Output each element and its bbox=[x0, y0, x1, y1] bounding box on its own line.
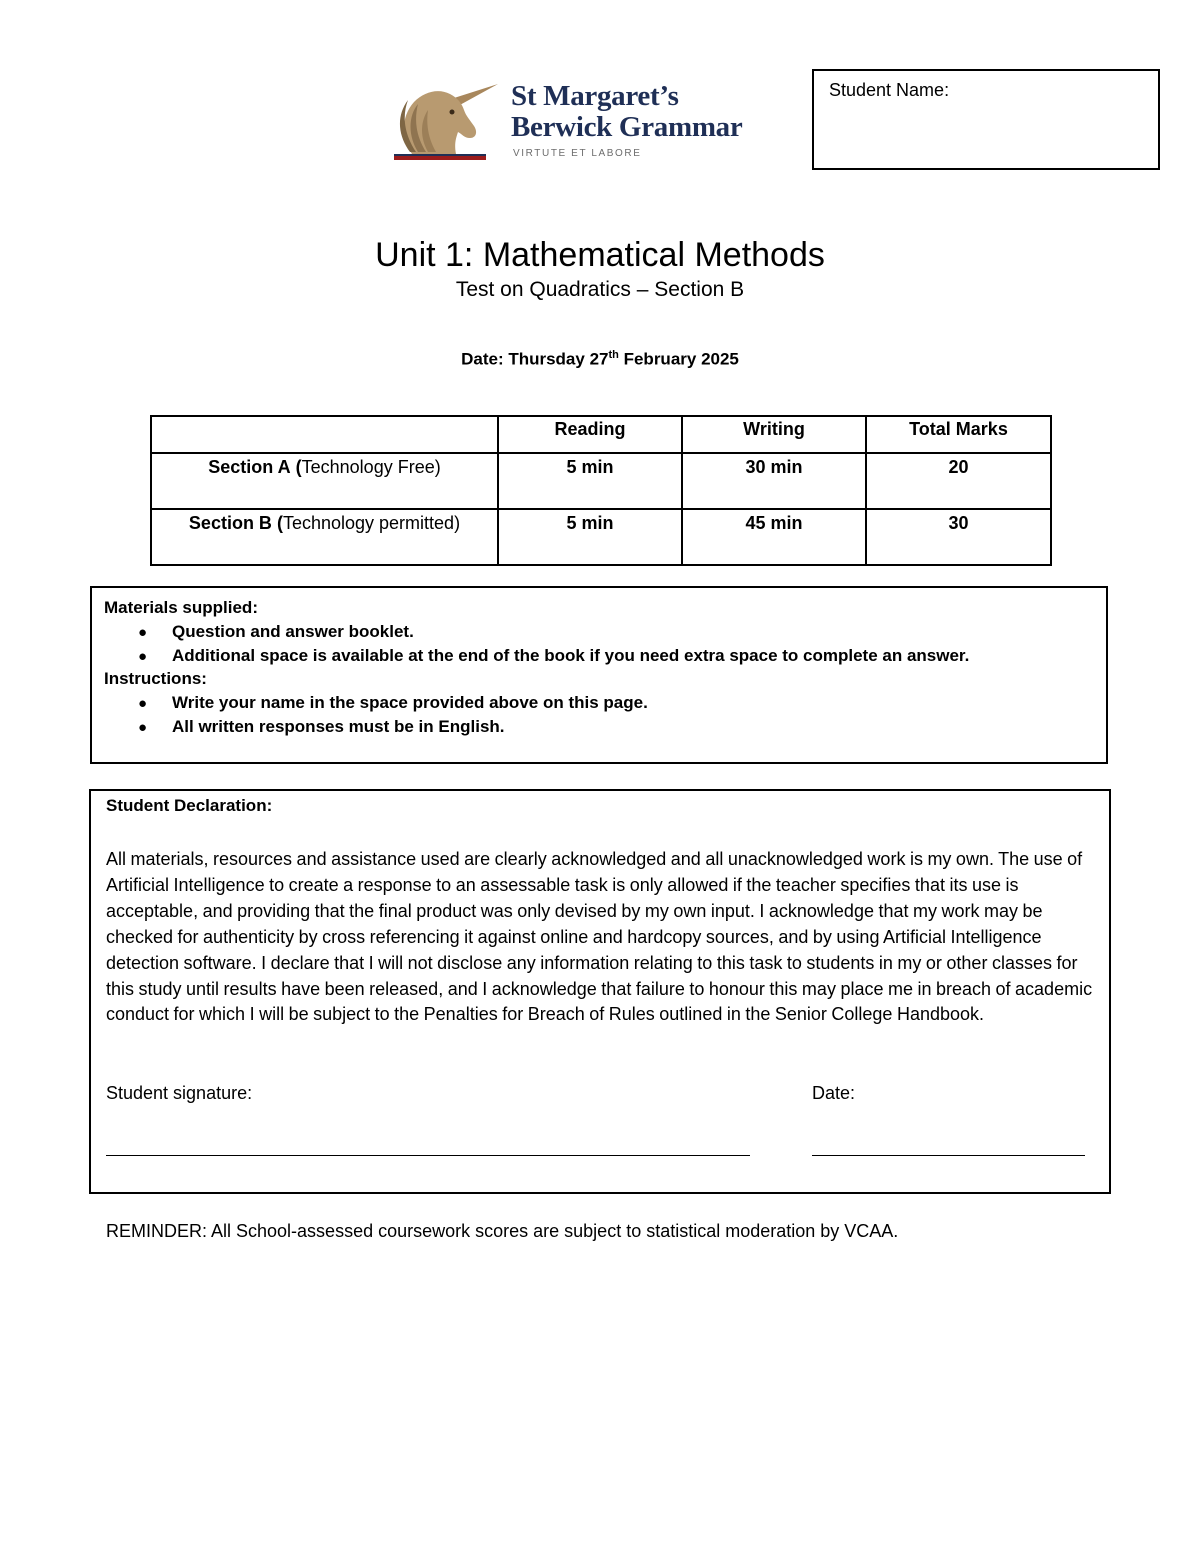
signature-label: Student signature: bbox=[106, 1083, 253, 1103]
materials-box bbox=[90, 586, 1108, 764]
logo-line-2: Berwick Grammar bbox=[511, 111, 743, 143]
materials-item: Question and answer booklet. bbox=[172, 622, 414, 641]
unicorn-crest-icon bbox=[392, 80, 504, 164]
bullet-icon: ● bbox=[138, 719, 148, 736]
declaration-text: All materials, resources and assistance used are clearly acknowledged and all unacknowledged work is my own. The use of Artificial Intelligence to create a response to an assessable task is only allowed if the teacher specifies that its use is acceptable, and providing that the final product was only devised by my own input. I acknowledge that my work may be checked for authenticity by cross referencing it against online and hardcopy sources, and by using Artificial Intelligence detection software. I declare that I will not disclose any information relating to this task to students in my or other classes for this study until results have been released, and I acknowledge that failure to honour this may place me in breach of academic conduct for which I will be subject to the Penalties for Breach of Rules outlined in the Senior College Handbook. bbox=[106, 849, 1093, 1025]
student-declaration-box bbox=[89, 789, 1111, 1194]
section-b-note: Technology permitted bbox=[282, 513, 455, 533]
test-date-ordinal: th bbox=[608, 349, 619, 361]
table-header-total-marks: Total Marks bbox=[866, 416, 1051, 453]
section-a-label: Section A bbox=[208, 457, 291, 477]
logo-line-1: St Margaret’s bbox=[511, 80, 679, 112]
instructions-heading: Instructions: bbox=[104, 669, 207, 688]
table-header-reading: Reading bbox=[498, 416, 682, 453]
logo-motto: VIRTUTE ET LABORE bbox=[513, 148, 642, 159]
section-a-note: Technology Free bbox=[301, 457, 435, 477]
materials-item: Additional space is available at the end of the book if you need extra space to complete an answer. bbox=[172, 646, 970, 665]
section-a-writing: 30 min bbox=[682, 453, 866, 509]
section-b-reading: 5 min bbox=[498, 509, 682, 565]
materials-heading: Materials supplied: bbox=[104, 598, 258, 617]
bullet-icon: ● bbox=[138, 695, 148, 712]
declaration-heading: Student Declaration: bbox=[106, 796, 273, 815]
section-a-reading: 5 min bbox=[498, 453, 682, 509]
section-a-cell: Section A (Technology Free) bbox=[151, 453, 498, 509]
bullet-icon: ● bbox=[138, 624, 148, 641]
section-b-total: 30 bbox=[866, 509, 1051, 565]
student-name-box[interactable] bbox=[812, 69, 1160, 170]
table-row bbox=[151, 509, 1051, 565]
table-row bbox=[151, 453, 1051, 509]
instruction-item: Write your name in the space provided above on this page. bbox=[172, 693, 648, 712]
table-header-blank bbox=[151, 416, 498, 453]
table-header-writing: Writing bbox=[682, 416, 866, 453]
page-subtitle: Test on Quadratics – Section B bbox=[455, 278, 745, 301]
section-b-label: Section B bbox=[188, 513, 272, 533]
declaration-date-label: Date: bbox=[812, 1083, 856, 1103]
bullet-icon: ● bbox=[138, 648, 148, 665]
student-name-label: Student Name: bbox=[829, 80, 950, 100]
table-header-row bbox=[151, 416, 1051, 453]
instruction-item: All written responses must be in English. bbox=[172, 717, 505, 736]
page-title: Unit 1: Mathematical Methods bbox=[375, 236, 825, 274]
date-signature-line[interactable] bbox=[812, 1155, 1085, 1156]
test-date-suffix: February 2025 bbox=[618, 349, 739, 369]
signature-line[interactable] bbox=[106, 1155, 750, 1156]
reminder-text: REMINDER: All School-assessed coursework scores are subject to statistical moderation by VCAA. bbox=[106, 1221, 899, 1241]
school-logo bbox=[392, 80, 764, 164]
test-date bbox=[0, 349, 1200, 370]
marks-table bbox=[150, 415, 1052, 566]
section-b-cell: Section B (Technology permitted) bbox=[151, 509, 498, 565]
test-date-prefix: Date: Thursday 27 bbox=[461, 349, 609, 369]
section-a-total: 20 bbox=[866, 453, 1051, 509]
section-b-writing: 45 min bbox=[682, 509, 866, 565]
